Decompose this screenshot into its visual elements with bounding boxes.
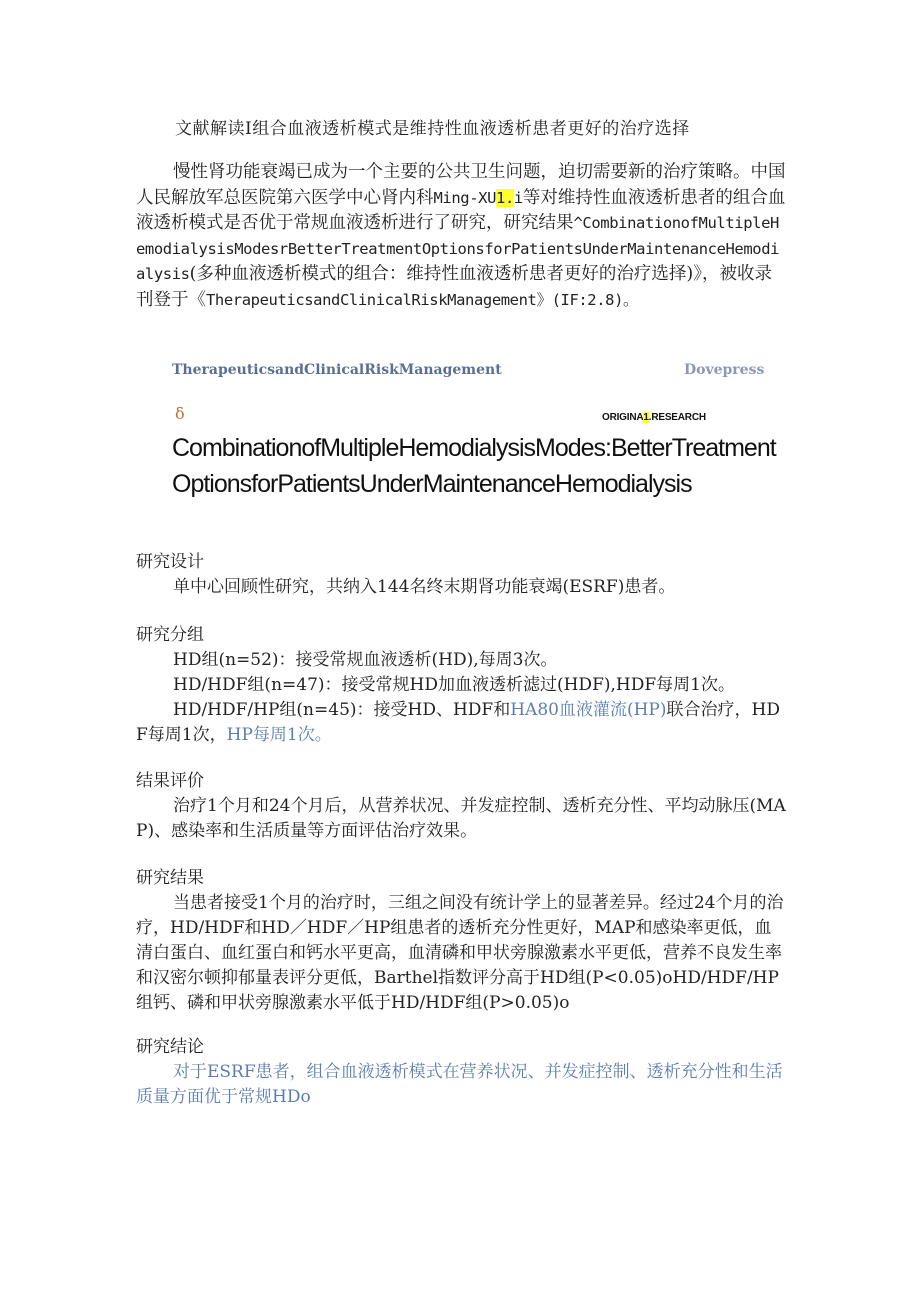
article-title: CombinationofMultipleHemodialysisModes:BetterTreatmentOptionsforPatientsUnderMaintenanceHemodialysis <box>172 434 776 498</box>
delta-symbol: δ <box>175 404 185 423</box>
section-heading: 研究设计 <box>136 552 204 572</box>
author-name: Ming-XU <box>433 188 497 207</box>
intro-paragraph <box>136 160 786 313</box>
section-heading: 结果评价 <box>136 771 204 791</box>
group3-hp-device: HA80血液灌流(HP) <box>510 700 667 720</box>
journal-header: TherapeuticsandClinicalRiskManagement <box>172 362 502 378</box>
section-conclusion <box>136 1035 786 1110</box>
group-hd-hdf-hp <box>136 698 786 748</box>
section-design <box>136 550 786 600</box>
group-hd-hdf: HD/HDF组(n=47)：接受常规HD加血液透析滤过(HDF),HDF每周1次。 <box>173 675 735 695</box>
author-tail: i <box>513 188 523 207</box>
section-heading: 研究结果 <box>136 868 204 888</box>
intro-text-1: 慢性肾功能衰竭已成为一个主要的公共卫生问题，迫切需要新的治疗策略。中国人民解放军总医院第六医学中心肾内科 <box>136 162 786 208</box>
group3-text-a: HD/HDF/HP组(n=45)：接受HD、HDF和 <box>173 700 511 720</box>
author-highlight: 1. <box>496 188 514 207</box>
section-body: 对于ESRF患者，组合血液透析模式在营养状况、并发症控制、透析充分性和生活质量方面优于常规HDo <box>136 1062 783 1107</box>
journal-name-en: TherapeuticsandClinicalRiskManagement <box>206 290 537 309</box>
section-body: 治疗1个月和24个月后，从营养状况、并发症控制、透析充分性、平均动脉压(MAP)、感染率和生活质量等方面评估治疗效果。 <box>136 796 786 841</box>
publisher-logo: Dovepress <box>684 362 765 378</box>
group-hd: HD组(n=52)：接受常规血液透析(HD),每周3次。 <box>173 650 558 670</box>
section-groups <box>136 623 786 748</box>
article-type-highlight: 1 <box>643 412 649 423</box>
article-type-b: .RESEARCH <box>648 412 706 423</box>
section-evaluation <box>136 769 786 844</box>
article-type-label <box>602 412 706 423</box>
group3-text-b: 联合治疗，HDF每周1次， <box>136 700 780 745</box>
group3-hp-frequency: HP每周1次。 <box>226 725 332 745</box>
document-title: 文献解读I组合血液透析模式是维持性血液透析患者更好的治疗选择 <box>175 119 690 139</box>
article-type-a: ORIGINA <box>602 412 644 423</box>
intro-text-2: 等对维持性血液透析患者的组合血液透析模式是否优于常规血液透析进行了研究，研究结果 <box>136 187 786 233</box>
section-body: 当患者接受1个月的治疗时，三组之间没有统计学上的显著差异。经过24个月的治疗，HD/HDF和HD／HDF／HP组患者的透析充分性更好，MAP和感染率更低，血清白蛋白、血红蛋白和钙水平更高，血清磷和甲状旁腺激素水平更低，营养不良发生率和汉密尔顿抑郁量表评分更低，Barthel指数评分高于HD组(P<0.05)oHD/HDF/HP组钙、磷和甲状旁腺激素水平低于HD/HDF组(P>0.05)o <box>136 893 784 1013</box>
impact-factor: 》(IF:2.8)。 <box>536 290 639 309</box>
paper-title-cn: (多种血液透析模式的组合：维持性血液透析患者更好的治疗选择)》，被收录刊登于《 <box>136 264 772 310</box>
paper-title-en: ^CombinationofMultipleHemodialysisModesrBetterTreatmentOptionsforPatientsUnderMaintenanceHemodialysis <box>136 214 780 283</box>
section-heading: 研究分组 <box>136 625 204 645</box>
section-heading: 研究结论 <box>136 1037 204 1057</box>
section-results <box>136 866 786 1016</box>
section-body: 单中心回顾性研究，共纳入144名终末期肾功能衰竭(ESRF)患者。 <box>173 577 676 597</box>
